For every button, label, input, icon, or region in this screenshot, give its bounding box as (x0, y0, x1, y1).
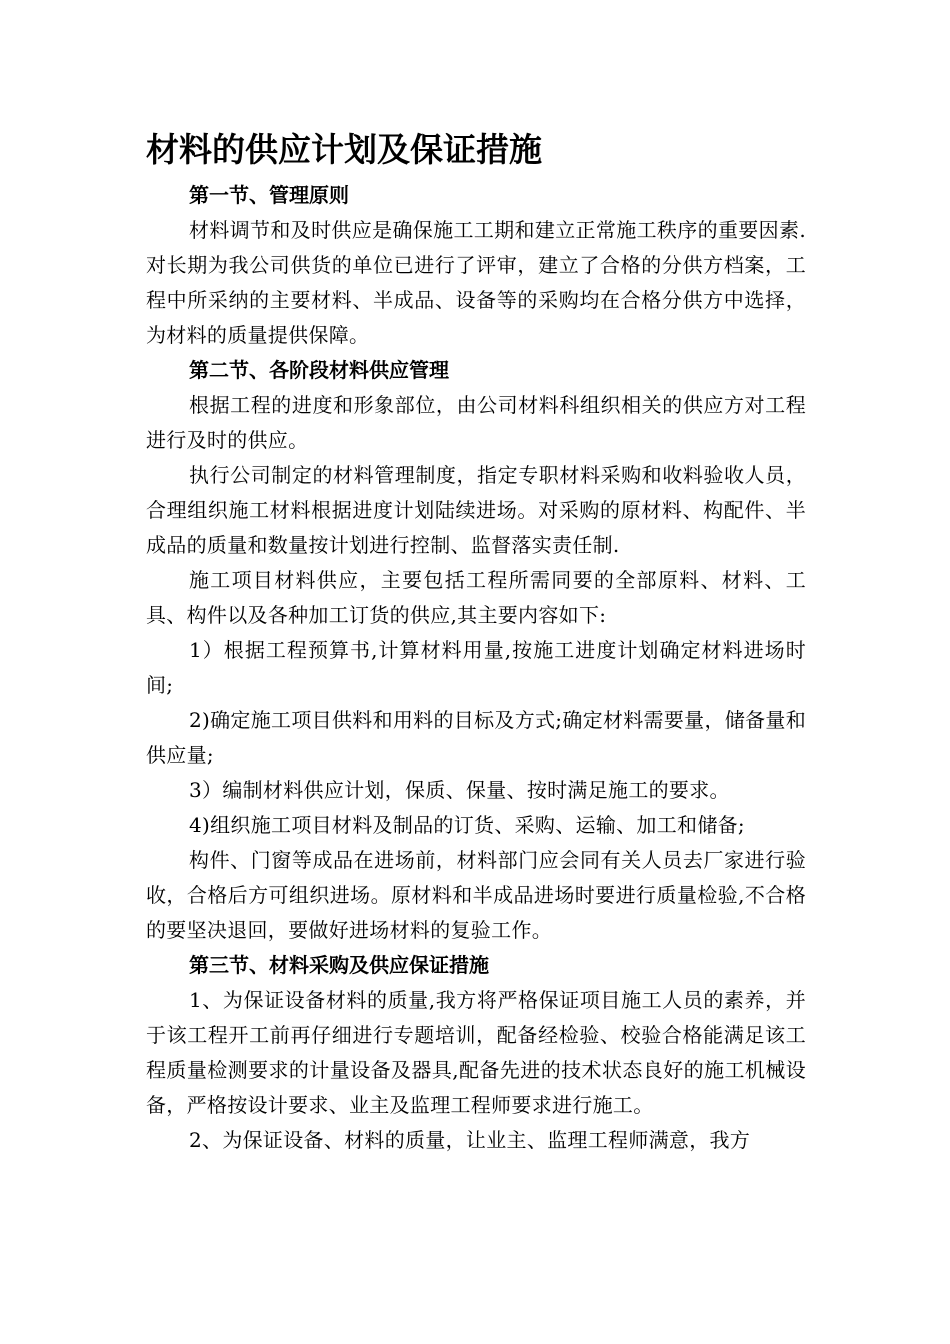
paragraph: 2、为保证设备、材料的质量，让业主、监理工程师满意，我方 (189, 1128, 751, 1152)
paragraph: 1、为保证设备材料的质量,我方将严格保证项目施工人员的素养，并于该工程开工前再仔细进行专题培训，配备经检验、校验合格能满足该工程质量检测要求的计量设备及器具,配备先进的技术状态良好的施工机械设备，严格按设计要求、业主及监理工程师要求进行施工。 (146, 988, 806, 1117)
paragraph: 根据工程的进度和形象部位，由公司材料科组织相关的供应方对工程进行及时的供应。 (146, 393, 806, 452)
section-heading: 第三节、材料采购及供应保证措施 (189, 953, 489, 977)
section-1 (146, 178, 806, 353)
section-3 (146, 948, 806, 1158)
document-page (146, 128, 806, 1158)
section-heading: 第二节、各阶段材料供应管理 (189, 358, 449, 382)
paragraph: 执行公司制定的材料管理制度，指定专职材料采购和收料验收人员，合理组织施工材料根据进度计划陆续进场。对采购的原材料、构配件、半成品的质量和数量按计划进行控制、监督落实责任制. (146, 463, 806, 557)
list-item: 3）编制材料供应计划，保质、保量、按时满足施工的要求。 (189, 778, 730, 802)
section-2 (146, 353, 806, 948)
paragraph: 材料调节和及时供应是确保施工工期和建立正常施工秩序的重要因素.对长期为我公司供货的单位已进行了评审，建立了合格的分供方档案，工程中所采纳的主要材料、半成品、设备等的采购均在合格分供方中选择，为材料的质量提供保障。 (146, 218, 806, 347)
document-title: 材料的供应计划及保证措施 (146, 130, 542, 169)
list-item: 4)组织施工项目材料及制品的订货、采购、运输、加工和储备; (189, 813, 745, 837)
paragraph: 施工项目材料供应，主要包括工程所需同要的全部原料、材料、工具、构件以及各种加工订货的供应,其主要内容如下: (146, 568, 806, 627)
list-item: 1）根据工程预算书,计算材料用量,按施工进度计划确定材料进场时间; (146, 638, 806, 697)
section-heading: 第一节、管理原则 (189, 183, 349, 207)
list-item: 2)确定施工项目供料和用料的目标及方式;确定材料需要量，储备量和供应量; (146, 708, 806, 767)
paragraph: 构件、门窗等成品在进场前，材料部门应会同有关人员去厂家进行验收，合格后方可组织进场。原材料和半成品进场时要进行质量检验,不合格的要坚决退回，要做好进场材料的复验工作。 (146, 848, 806, 942)
